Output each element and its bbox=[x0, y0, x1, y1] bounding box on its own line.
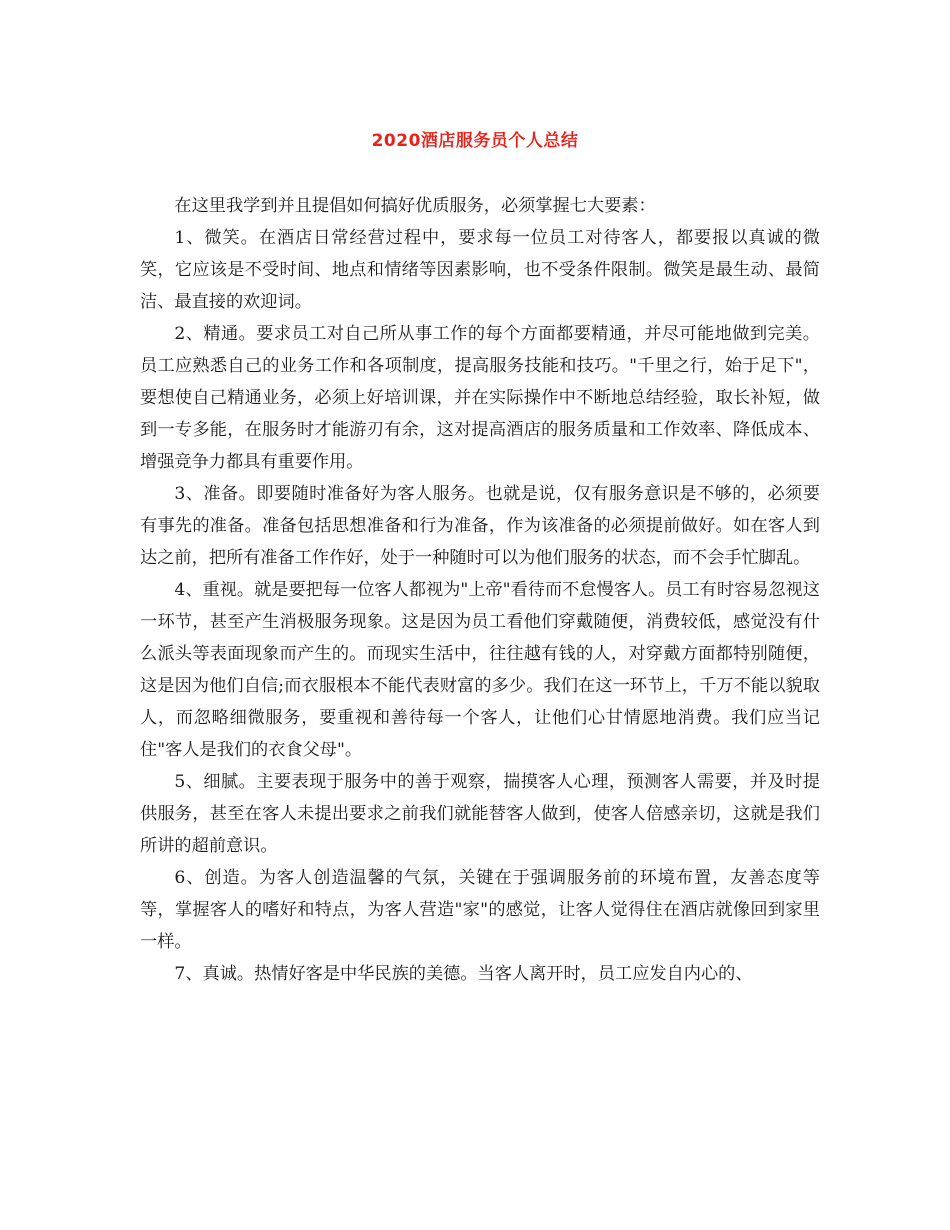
paragraph-preparation: 3、准备。即要随时准备好为客人服务。也就是说，仅有服务意识是不够的，必须要有事先的准备。准备包括思想准备和行为准备，作为该准备的必须提前做好。如在客人到达之前，把所有准备工作作好，处于一种随时可以为他们服务的状态，而不会手忙脚乱。 bbox=[140, 484, 820, 568]
document-title: 2020酒店服务员个人总结 bbox=[371, 131, 579, 151]
document-body bbox=[140, 190, 820, 990]
paragraph-meticulous: 5、细腻。主要表现于服务中的善于观察，揣摸客人心理，预测客人需要，并及时提供服务，甚至在客人未提出要求之前我们就能替客人做到，使客人倍感亲切，这就是我们所讲的超前意识。 bbox=[140, 772, 820, 856]
paragraph-smile: 1、微笑。在酒店日常经营过程中，要求每一位员工对待客人，都要报以真诚的微笑，它应该是不受时间、地点和情绪等因素影响，也不受条件限制。微笑是最生动、最简洁、最直接的欢迎词。 bbox=[140, 228, 820, 312]
paragraph-proficiency: 2、精通。要求员工对自己所从事工作的每个方面都要精通，并尽可能地做到完美。员工应熟悉自己的业务工作和各项制度，提高服务技能和技巧。"千里之行，始于足下"，要想使自己精通业务，必须上好培训课，并在实际操作中不断地总结经验，取长补短，做到一专多能，在服务时才能游刃有余，这对提高酒店的服务质量和工作效率、降低成本、增强竞争力都具有重要作用。 bbox=[140, 324, 820, 472]
paragraph-sincerity: 7、真诚。热情好客是中华民族的美德。当客人离开时，员工应发自内心的、 bbox=[174, 964, 753, 984]
paragraph-creation: 6、创造。为客人创造温馨的气氛，关键在于强调服务前的环境布置，友善态度等等，掌握客人的嗜好和特点，为客人营造"家"的感觉，让客人觉得住在酒店就像回到家里一样。 bbox=[140, 868, 820, 952]
paragraph-intro: 在这里我学到并且提倡如何搞好优质服务，必须掌握七大要素： bbox=[174, 196, 656, 216]
paragraph-attention: 4、重视。就是要把每一位客人都视为"上帝"看待而不怠慢客人。员工有时容易忽视这一环节，甚至产生消极服务现象。这是因为员工看他们穿戴随便，消费较低，感觉没有什么派头等表面现象而产生的。而现实生活中，往往越有钱的人，对穿戴方面都特别随便，这是因为他们自信;而衣服根本不能代表财富的多少。我们在这一环节上，千万不能以貌取人，而忽略细微服务，要重视和善待每一个客人，让他们心甘情愿地消费。我们应当记住"客人是我们的衣食父母"。 bbox=[140, 580, 820, 760]
